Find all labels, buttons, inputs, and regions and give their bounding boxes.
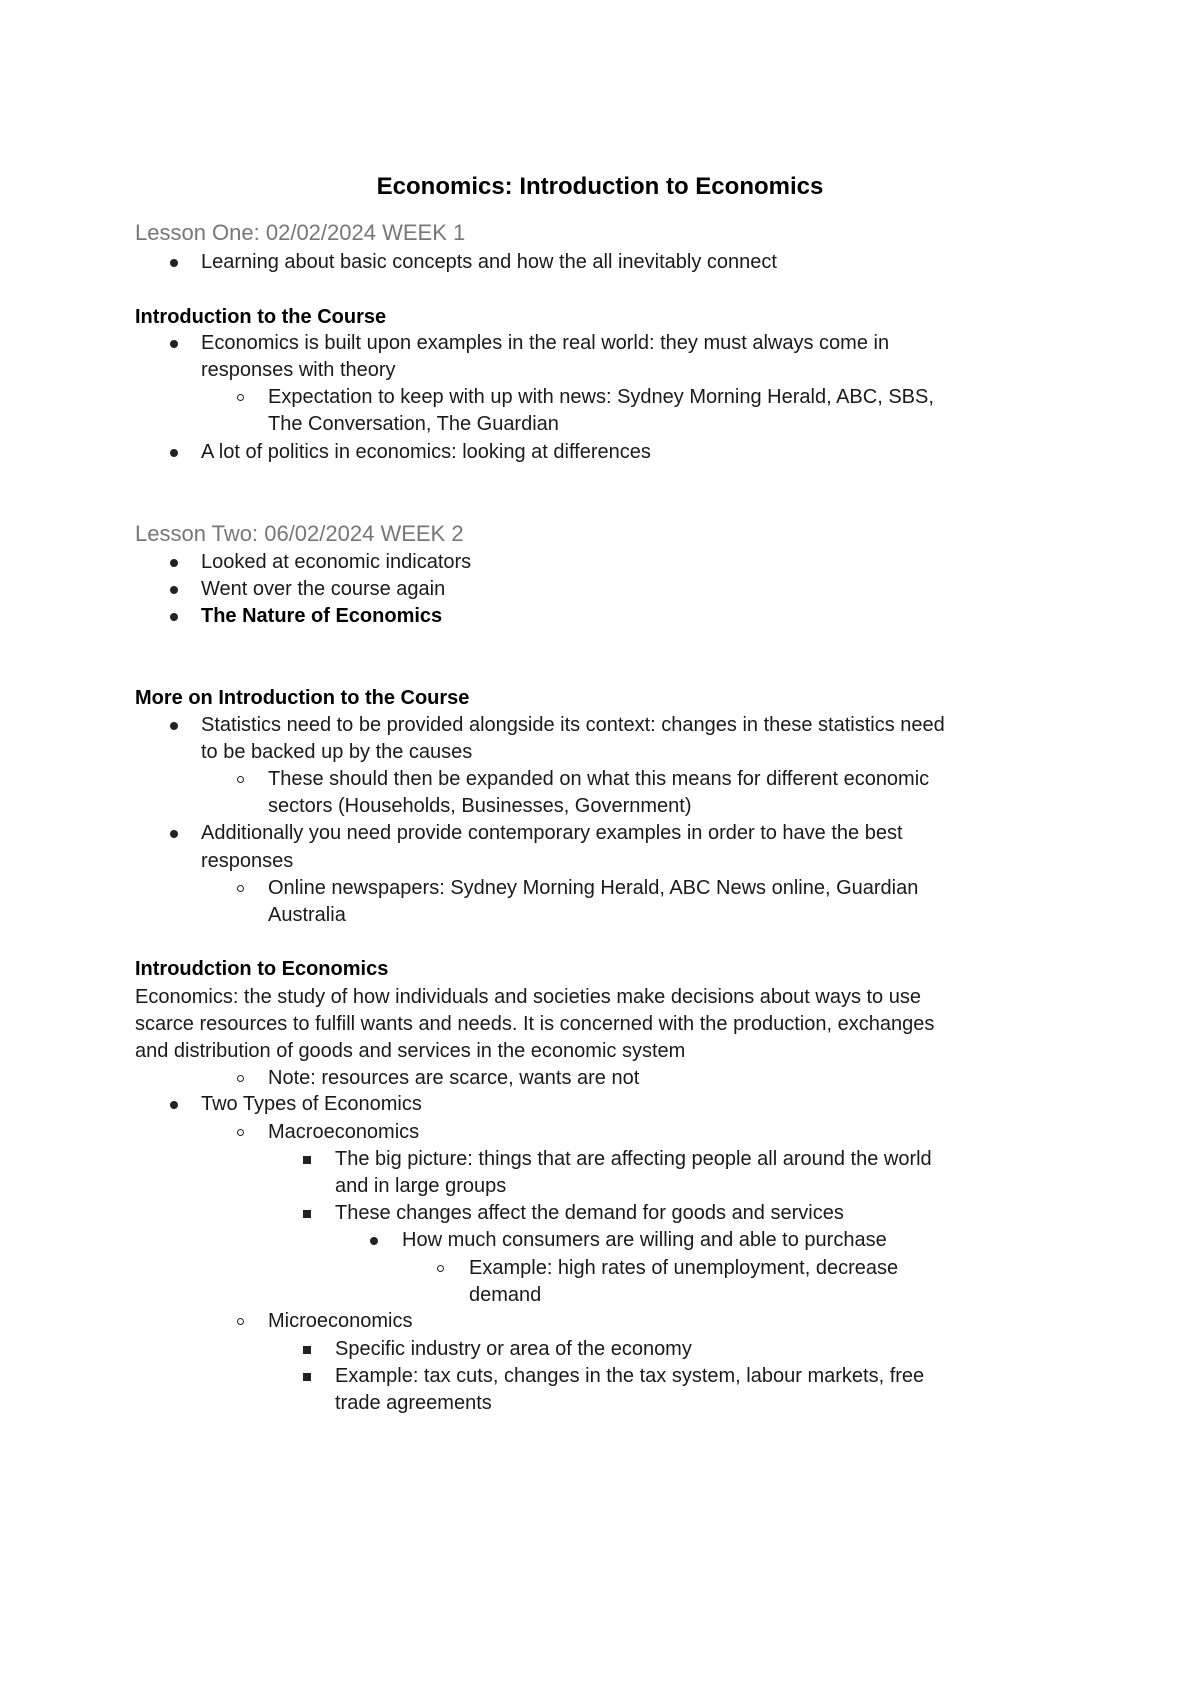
- list-item: Online newspapers: Sydney Morning Herald, ABC News online, Guardian: [268, 877, 919, 899]
- list-item: Additionally you need provide contemporary examples in order to have the best: [201, 822, 903, 844]
- bullet-disc-icon: [170, 559, 178, 567]
- list-item: The Nature of Economics: [201, 605, 443, 627]
- list-item-continuation: Australia: [268, 904, 346, 926]
- bullet-disc-icon: [170, 340, 178, 348]
- list-item: The big picture: things that are affecting people all around the world: [335, 1148, 932, 1170]
- document-title: Economics: Introduction to Economics: [376, 173, 824, 200]
- bullet-disc-icon: [170, 586, 178, 594]
- list-item-continuation: responses with theory: [201, 359, 396, 381]
- list-item-continuation: sectors (Households, Businesses, Government): [268, 795, 692, 817]
- paragraph-line: scarce resources to fulfill wants and needs. It is concerned with the production, exchanges: [135, 1013, 935, 1035]
- paragraph-line: Economics: the study of how individuals and societies make decisions about ways to use: [135, 986, 921, 1008]
- list-item: Example: tax cuts, changes in the tax system, labour markets, free: [335, 1365, 925, 1387]
- bullet-disc-icon: [170, 1101, 178, 1109]
- list-item: These should then be expanded on what this means for different economic: [268, 768, 930, 790]
- lesson-one-heading: Lesson One: 02/02/2024 WEEK 1: [135, 220, 466, 245]
- list-item-continuation: The Conversation, The Guardian: [268, 413, 559, 435]
- bullet-square-icon: [303, 1156, 311, 1164]
- bullet-square-icon: [303, 1346, 311, 1354]
- bullet-square-icon: [303, 1210, 311, 1218]
- list-item: Expectation to keep with up with news: Sydney Morning Herald, ABC, SBS,: [268, 386, 934, 408]
- list-item: These changes affect the demand for goods and services: [335, 1202, 844, 1224]
- bullet-circle-icon: [237, 776, 244, 783]
- bullet-disc-icon: [170, 613, 178, 621]
- list-item: Went over the course again: [201, 578, 446, 600]
- bullet-circle-icon: [237, 1318, 244, 1325]
- list-item: Microeconomics: [268, 1310, 413, 1332]
- section-heading-intro-economics: Introudction to Economics: [135, 958, 389, 980]
- list-item: Statistics need to be provided alongside its context: changes in these statistics need: [201, 714, 945, 736]
- bullet-square-icon: [303, 1373, 311, 1381]
- bullet-circle-icon: [237, 1075, 244, 1082]
- bullet-circle-icon: [237, 1129, 244, 1136]
- section-heading-more-intro: More on Introduction to the Course: [135, 687, 470, 709]
- bullet-disc-icon: [170, 259, 178, 267]
- list-item: Economics is built upon examples in the real world: they must always come in: [201, 332, 890, 354]
- list-item: Two Types of Economics: [201, 1093, 422, 1115]
- bullet-circle-icon: [237, 394, 244, 401]
- list-item: Macroeconomics: [268, 1121, 420, 1143]
- bullet-disc-icon: [170, 449, 178, 457]
- list-item: Looked at economic indicators: [201, 551, 472, 573]
- list-item: Note: resources are scarce, wants are not: [268, 1067, 640, 1089]
- bullet-disc-icon: [170, 722, 178, 730]
- list-item: A lot of politics in economics: looking at differences: [201, 441, 651, 463]
- list-item: Example: high rates of unemployment, decrease: [469, 1257, 899, 1279]
- bullet-disc-icon: [170, 830, 178, 838]
- list-item: Learning about basic concepts and how the all inevitably connect: [201, 251, 777, 273]
- bullet-circle-icon: [237, 885, 244, 892]
- bullet-disc-icon: [370, 1237, 378, 1245]
- list-item-continuation: trade agreements: [335, 1392, 492, 1414]
- list-item: Specific industry or area of the economy: [335, 1338, 692, 1360]
- list-item: How much consumers are willing and able to purchase: [402, 1229, 887, 1251]
- list-item-continuation: demand: [469, 1284, 542, 1306]
- list-item-continuation: to be backed up by the causes: [201, 741, 473, 763]
- lesson-two-heading: Lesson Two: 06/02/2024 WEEK 2: [135, 521, 464, 546]
- list-item-continuation: responses: [201, 850, 294, 872]
- list-item-continuation: and in large groups: [335, 1175, 507, 1197]
- bullet-circle-icon: [437, 1265, 444, 1272]
- section-heading-intro-course: Introduction to the Course: [135, 306, 387, 328]
- paragraph-line: and distribution of goods and services in the economic system: [135, 1040, 686, 1062]
